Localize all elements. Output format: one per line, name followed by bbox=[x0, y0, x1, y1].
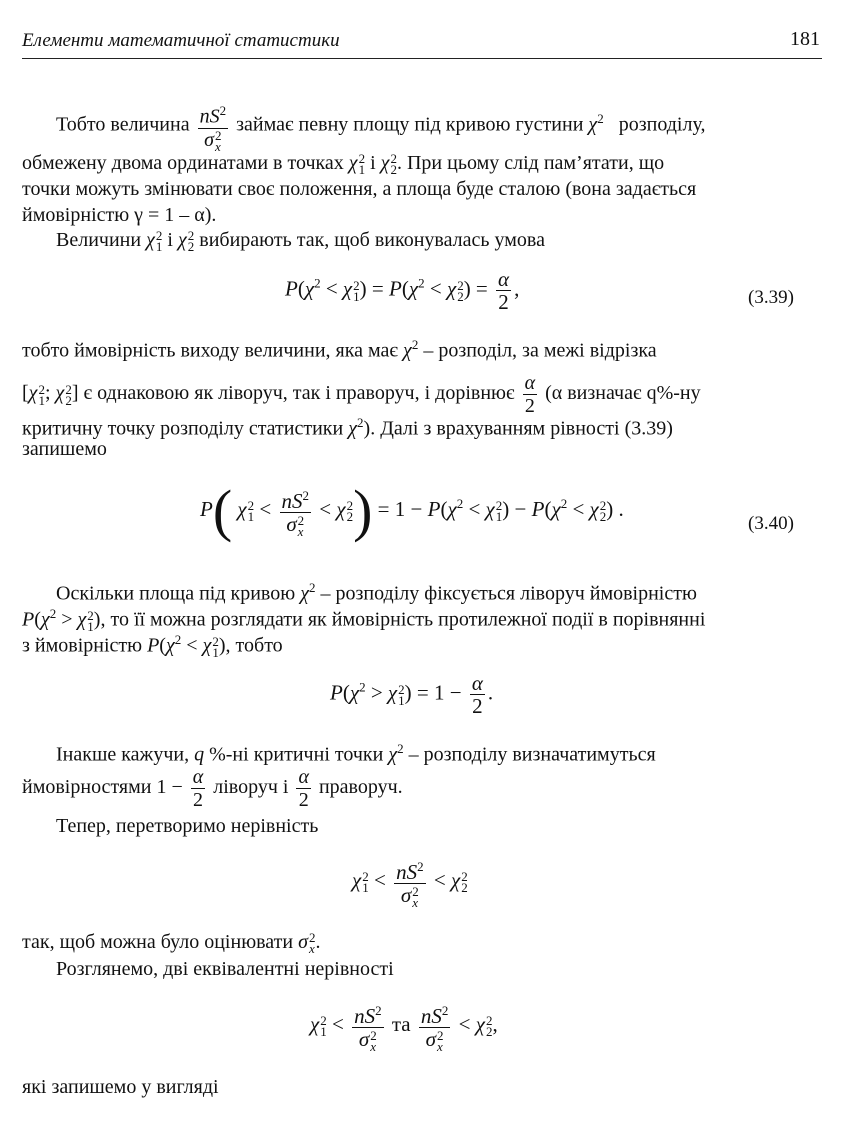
fraction-nS2-over-sigma: $nS^2$ σ 2 x bbox=[199, 103, 227, 155]
p1-line4: ймовірністю γ = 1 – α). bbox=[22, 204, 217, 226]
p3-line3: критичну точку розподілу статистики $\chi^2$). Далі з врахуванням рівності (3.39) bbox=[22, 415, 673, 440]
running-header bbox=[22, 28, 822, 59]
page-number: 181 bbox=[790, 28, 820, 50]
p8-line: Розглянемо, дві еквівалентні нерівності bbox=[56, 958, 394, 980]
p4-line3: з ймовірністю $P(\chi^2 < \chi$ 2 1 ), тобто bbox=[22, 632, 283, 661]
p6-line: Тепер, перетворимо нерівність bbox=[56, 815, 319, 837]
p2-line1: Величини χ 2 1 i χ 2 2 вибирають так, щоб виконувалась умова bbox=[56, 228, 545, 255]
equivalent-inequalities: χ 2 1 < $nS^2$ σ 2 x та $nS^2$ σ 2 x < χ 2 2 , bbox=[310, 1003, 498, 1055]
equation-number-3-40: (3.40) bbox=[748, 513, 794, 534]
p4-line2: $P(\chi^2 > \chi$ 2 1 ), то її можна розглядати як ймовірність протилежної події в порівнянні bbox=[22, 606, 706, 635]
p3-line4: запишемо bbox=[22, 438, 107, 460]
p9-line: які запишемо у вигляді bbox=[22, 1076, 219, 1098]
equation-complement: $P(\chi^2 > \chi$ 2 1 ) = 1 − $\frac{\alpha}{2}$ . bbox=[330, 671, 494, 718]
p3-line1: тобто ймовірність виходу величини, яка має $\chi^2$ – розподіл, за межі відрізка bbox=[22, 337, 657, 362]
p5-line2: ймовірностями 1 − $\frac{\alpha}{2}$ ліворуч і $\frac{\alpha}{2}$ праворуч. bbox=[22, 766, 403, 811]
p1-line3: точки можуть змінювати своє положення, а площа буде сталою (вона задається bbox=[22, 178, 697, 200]
equation-3-40: P( χ 2 1 < $nS^2$ σ 2 x < χ 2 2 ) = $1 - P(\chi^2 < \chi$ 2 1 ) − $P(\chi^2 < \chi$ 2 2 ) . bbox=[200, 478, 624, 543]
p7-line: так, щоб можна було оцінювати σ 2 x . bbox=[22, 930, 321, 957]
equation-number-3-39: (3.39) bbox=[748, 287, 794, 308]
p1-line2: обмежену двома ординатами в точках χ 2 1 i χ 2 2 . При цьому слід пам’ятати, що bbox=[22, 151, 665, 178]
inequality-chi-bounds: χ 2 1 < $nS^2$ σ 2 x < χ 2 2 bbox=[352, 859, 468, 911]
p5-line1: Інакше кажучи, q %-ні критичні точки $\chi^2$ – розподілу визначатимуться bbox=[56, 741, 656, 766]
running-title: Елементи математичної статистики bbox=[22, 30, 340, 51]
p1-line1: Тобто величина $nS^2$ σ 2 x займає певну площу під кривою густини $\chi^2$ розподілу, bbox=[56, 100, 843, 152]
p3-line2: [χ 2 1 ; χ 2 2 ] є однаковою як ліворуч, так і праворуч, і дорівнює $\frac{\alpha}{2}$ (α визначає q%-ну bbox=[22, 372, 701, 417]
equation-3-39: $P(\chi^2 < \chi$ 2 1 ) = $P(\chi^2 < \chi$ 2 2 ) = $\frac{\alpha}{2}$ , bbox=[285, 267, 520, 314]
p4-line1: Оскільки площа під кривою $\chi^2$ – розподілу фіксується ліворуч ймовірністю bbox=[56, 580, 697, 605]
